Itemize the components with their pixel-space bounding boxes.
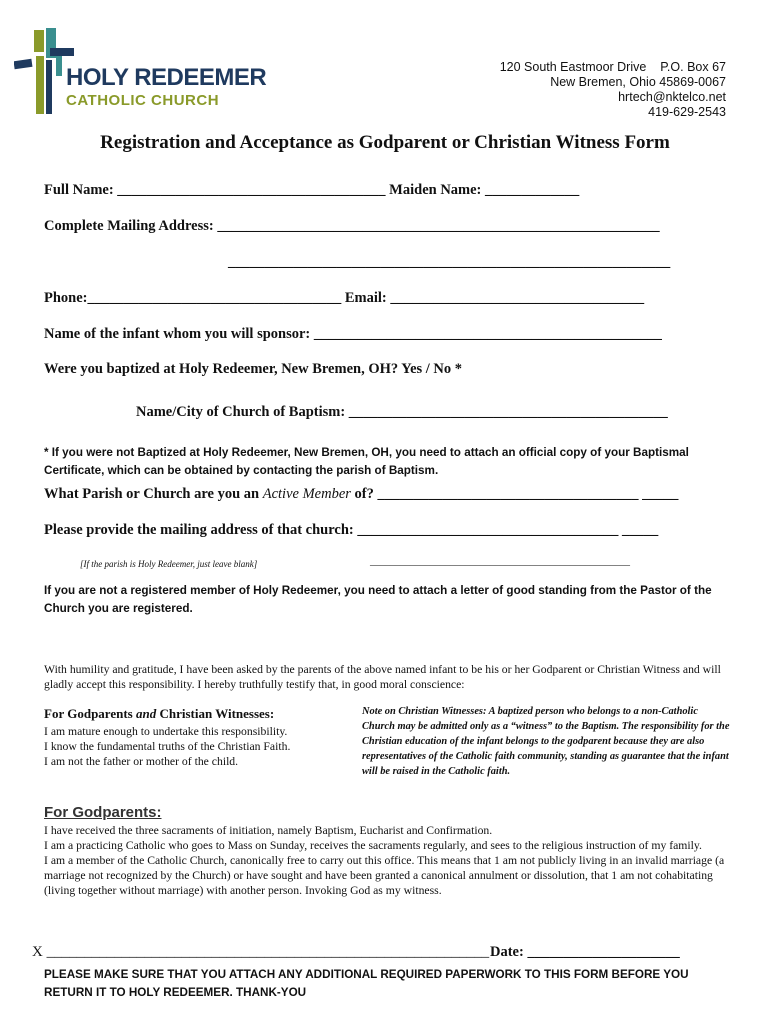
full-name-field[interactable]: Full Name: _____________________________________ Maiden Name: _____________ <box>44 182 580 198</box>
requirement-item: I am a member of the Catholic Church, canonically free to carry out this office. This means that 1 am not publicly living in an invalid marriage (a marriage not recognized by the Church) or have sought and have been granted a canonical annulment or dissolution, that 1 am not cohabitating (living together without marriage) with another person. Invoking God as my witness. <box>44 854 725 897</box>
church-address <box>500 60 726 120</box>
form-title: Registration and Acceptance as Godparent or Christian Witness Form <box>100 132 670 153</box>
requirement-item: I am a practicing Catholic who goes to Mass on Sunday, receives the sacraments regularly, and sees to the religious instruction of my family. <box>44 839 702 852</box>
signature-line[interactable]: X ___________________________________________________________ <box>32 944 490 960</box>
requirement-item: I am not the father or mother of the child. <box>44 755 239 768</box>
humility-paragraph: With humility and gratitude, I have been asked by the parents of the above named infant to be his or her Godparent or Christian Witness and will gladly accept this responsibility. I hereby truthfully testify that, in good moral conscience: <box>44 663 721 691</box>
cross-icon <box>14 26 74 116</box>
baptism-certificate-note: * If you were not Baptized at Holy Redeemer, New Bremen, OH, you need to attach an official copy of your Baptismal Certificate, which can be obtained by contacting the parish of Baptism. <box>44 446 689 477</box>
requirement-item: I have received the three sacraments of initiation, namely Baptism, Eucharist and Confirmation. <box>44 824 493 837</box>
leave-blank-hint: [If the parish is Holy Redeemer, just leave blank] <box>80 559 258 569</box>
phone-email-field[interactable]: Phone:___________________________________ Email: ___________________________________ <box>44 290 645 306</box>
mailing-address-line2[interactable]: _____________________________________________________________ <box>228 254 671 270</box>
date-line[interactable]: Date: _____________________ <box>490 944 680 960</box>
address-street: 120 South Eastmoor Drive P.O. Box 67 <box>499 60 726 74</box>
godparents-requirements <box>44 823 730 898</box>
requirement-item: I know the fundamental truths of the Christian Faith. <box>44 740 291 753</box>
registered-member-note: If you are not a registered member of Holy Redeemer, you need to attach a letter of good standing from the Pastor of the Church you are registered. <box>44 584 712 615</box>
footer-notice: PLEASE MAKE SURE THAT YOU ATTACH ANY ADDITIONAL REQUIRED PAPERWORK TO THIS FORM BEFORE YOU RETURN IT TO HOLY REDEEMER. THANK-YOU <box>44 968 689 999</box>
godparents-heading: For Godparents: <box>44 804 162 821</box>
church-of-baptism-field[interactable]: Name/City of Church of Baptism: ____________________________________________ <box>136 404 668 420</box>
mailing-address-field[interactable]: Complete Mailing Address: _____________________________________________________________ <box>44 218 660 234</box>
christian-witness-note: Note on Christian Witnesses: A baptized person who belongs to a non-Catholic Church may be admitted only as a “witness” to the Baptism. The responsibility for the Christian education of the infant belongs to the godparent because they are also representatives of the Catholic faith community, standing as guarantee that the infant will be raised in the Catholic faith. <box>362 706 730 777</box>
requirement-item: I am mature enough to undertake this responsibility. <box>44 725 288 738</box>
infant-name-field[interactable]: Name of the infant whom you will sponsor: ________________________________________________ <box>44 326 662 342</box>
church-subname: CATHOLIC CHURCH <box>66 92 220 109</box>
church-phone: 419-629-2543 <box>648 105 726 119</box>
both-requirements <box>44 706 354 769</box>
church-mailing-address-field[interactable]: Please provide the mailing address of that church: ____________________________________ _____ <box>44 522 659 538</box>
active-member-field[interactable]: What Parish or Church are you an Active Member of? ____________________________________ _____ <box>44 486 679 502</box>
baptized-question[interactable]: Were you baptized at Holy Redeemer, New Bremen, OH? Yes / No * <box>44 361 463 377</box>
church-address-line2[interactable]: ____________________________________________________ <box>370 556 630 567</box>
address-city: New Bremen, Ohio 45869-0067 <box>550 75 726 89</box>
church-email: hrtech@nktelco.net <box>618 90 726 104</box>
both-heading: For Godparents and Christian Witnesses: <box>44 706 275 721</box>
church-name: HOLY REDEEMER <box>66 64 267 91</box>
